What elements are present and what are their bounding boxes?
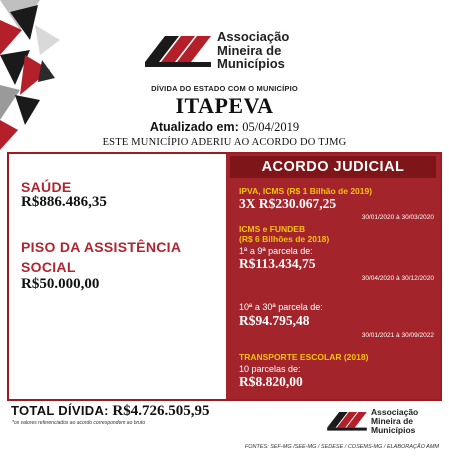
total-value: R$4.726.505,95 [112, 403, 210, 419]
icms-second-dates: 30/01/2021 à 30/09/2022 [361, 332, 434, 339]
icms-first-text: 1ª a 9ª parcela de: [239, 246, 313, 256]
decorative-triangles [0, 0, 75, 160]
org-name-line1: Associação [217, 29, 290, 44]
org-name-bottom-line1: Associação [371, 407, 419, 417]
ipva-amount: 3X R$230.067,25 [239, 196, 337, 211]
updated-line [0, 120, 449, 135]
icms-first-amount: R$113.434,75 [239, 256, 316, 271]
icms-second-amount: R$94.795,48 [239, 313, 310, 328]
amm-logo [143, 28, 323, 78]
org-name-line2: Mineira de [217, 42, 282, 58]
total-label: TOTAL DÍVIDA: [11, 403, 109, 418]
total-debt [11, 403, 210, 420]
piso-label-line1: PISO DA ASSISTÊNCIA [21, 239, 182, 255]
org-name-bottom-line2: Mineira de [371, 416, 414, 426]
amm-logo-mark [143, 32, 213, 70]
transporte-label: TRANSPORTE ESCOLAR (2018) [239, 352, 369, 362]
city-name: ITAPEVA [175, 93, 274, 118]
updated-date: 05/04/2019 [242, 120, 300, 134]
ipva-label: IPVA, ICMS [239, 186, 285, 196]
footnote: *os valores referenciados ao acordo correspondem ao bruto [12, 420, 146, 426]
ipva-note: (R$ 1 Bilhão de 2019) [286, 186, 373, 196]
saude-label: SAÚDE [21, 179, 72, 195]
icms-label-line2: (R$ 6 Bilhões de 2018) [239, 234, 330, 244]
updated-label: Atualizado em: [149, 120, 239, 134]
adherence-note: ESTE MUNICÍPIO ADERIU AO ACORDO DO TJMG [102, 137, 347, 148]
acordo-judicial-column [226, 154, 440, 399]
left-column [9, 154, 223, 399]
org-name-line3: Municípios [217, 56, 285, 71]
piso-value: R$50.000,00 [21, 276, 100, 292]
sources-line: FONTES: SEF-MG /SEE-MG / SEDESE / COSEMS-MG / ELABORAÇÃO AMM [244, 444, 439, 450]
icms-second-text: 10ª a 30ª parcela de: [239, 302, 323, 312]
amm-logo-bottom [326, 406, 441, 438]
ipva-dates: 30/01/2020 à 30/03/2020 [361, 214, 434, 221]
debt-subtitle: DÍVIDA DO ESTADO COM O MUNICÍPIO [151, 84, 298, 93]
icms-label-line1: ICMS e FUNDEB [239, 224, 306, 234]
amm-logo-mark-bottom [326, 408, 368, 434]
acordo-title: ACORDO JUDICIAL [230, 156, 436, 178]
transporte-amount: R$8.820,00 [239, 374, 303, 389]
transporte-text: 10 parcelas de: [239, 364, 301, 374]
icms-first-dates: 30/04/2020 à 30/12/2020 [361, 275, 434, 282]
debt-panel [7, 152, 442, 401]
ipva-category [239, 186, 372, 197]
org-name-bottom-line3: Municípios [371, 425, 416, 435]
piso-label-line2: SOCIAL [21, 259, 76, 275]
saude-value: R$886.486,35 [21, 194, 107, 210]
